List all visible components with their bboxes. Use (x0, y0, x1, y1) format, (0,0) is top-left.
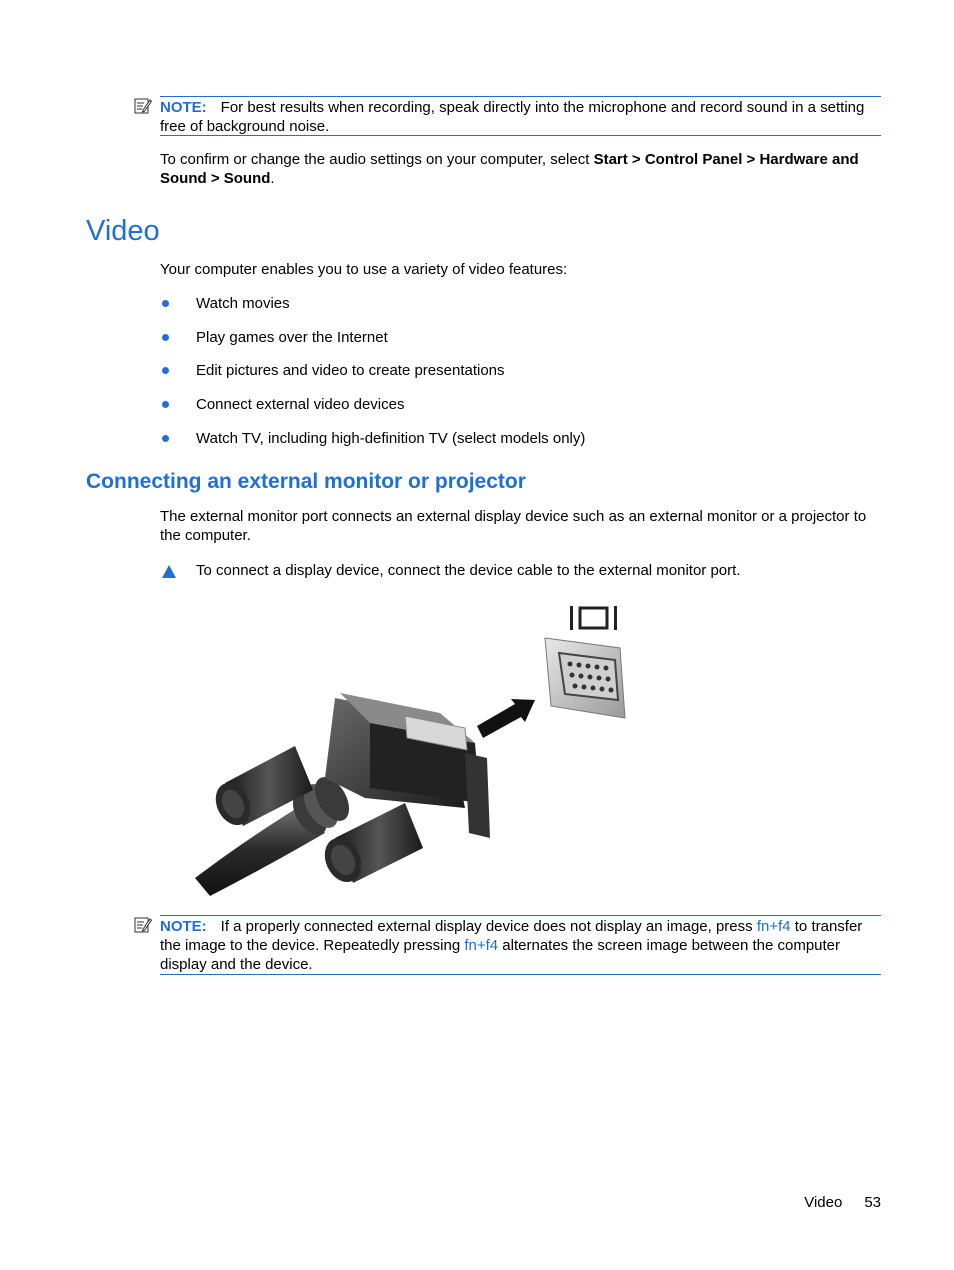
fn-f4-link[interactable]: fn+f4 (756, 918, 791, 935)
note-text: to transfer the image to the device. Repeatedly pressing (160, 918, 863, 954)
bullet-icon (162, 367, 169, 374)
note-fn-f4 (160, 915, 881, 975)
insert-arrow-icon (477, 699, 535, 738)
bullet-icon (162, 401, 169, 408)
subsection-title: Connecting an external monitor or projector (86, 470, 526, 493)
note-label: NOTE: (160, 99, 207, 116)
note-text: If a properly connected external display device does not display an image, press (220, 918, 757, 935)
footer-section: Video (804, 1194, 843, 1211)
bullet-icon (162, 300, 169, 307)
subsection-description: The external monitor port connects an external display device such as an external monitor or a projector to the computer. (160, 508, 867, 544)
list-item-text: Edit pictures and video to create presentations (196, 362, 505, 380)
audio-settings-prefix: To confirm or change the audio settings on your computer, select (160, 151, 594, 168)
audio-settings-path: Start > Control Panel > Hardware and Sound > Sound (160, 151, 859, 187)
note-text: For best results when recording, speak directly into the microphone and record sound in a setting free of background noise. (160, 99, 865, 135)
note-recording (160, 96, 881, 136)
list-item (160, 395, 585, 429)
list-item-text: Watch TV, including high-definition TV (select models only) (196, 429, 586, 447)
fn-f4-link[interactable]: fn+f4 (464, 937, 499, 954)
list-item-text: Watch movies (196, 295, 290, 312)
section-intro: Your computer enables you to use a variety of video features: (160, 261, 568, 278)
audio-settings-paragraph (160, 150, 885, 188)
list-item (160, 328, 585, 362)
page-footer (700, 1193, 881, 1212)
section-title: Video (86, 215, 160, 247)
list-item-text: Connect external video devices (196, 396, 405, 414)
list-item (160, 429, 585, 463)
audio-settings-suffix: . (270, 170, 275, 187)
note-pencil-icon (134, 97, 152, 115)
vga-port (545, 638, 625, 718)
vga-connection-illustration (195, 598, 645, 896)
list-item (160, 361, 585, 395)
page-number: 53 (864, 1194, 881, 1211)
step-triangle-icon (162, 565, 176, 578)
bullet-icon (162, 334, 169, 341)
bullet-icon (162, 435, 169, 442)
monitor-port-symbol-icon (570, 606, 617, 630)
note-text: alternates the screen image between the computer display and the device. (160, 937, 841, 973)
step-text: To connect a display device, connect the device cable to the external monitor port. (196, 562, 741, 579)
feature-list (160, 294, 585, 462)
list-item-text: Play games over the Internet (196, 328, 388, 346)
note-label: NOTE: (160, 918, 207, 935)
note-pencil-icon (134, 916, 152, 934)
list-item (160, 294, 585, 328)
